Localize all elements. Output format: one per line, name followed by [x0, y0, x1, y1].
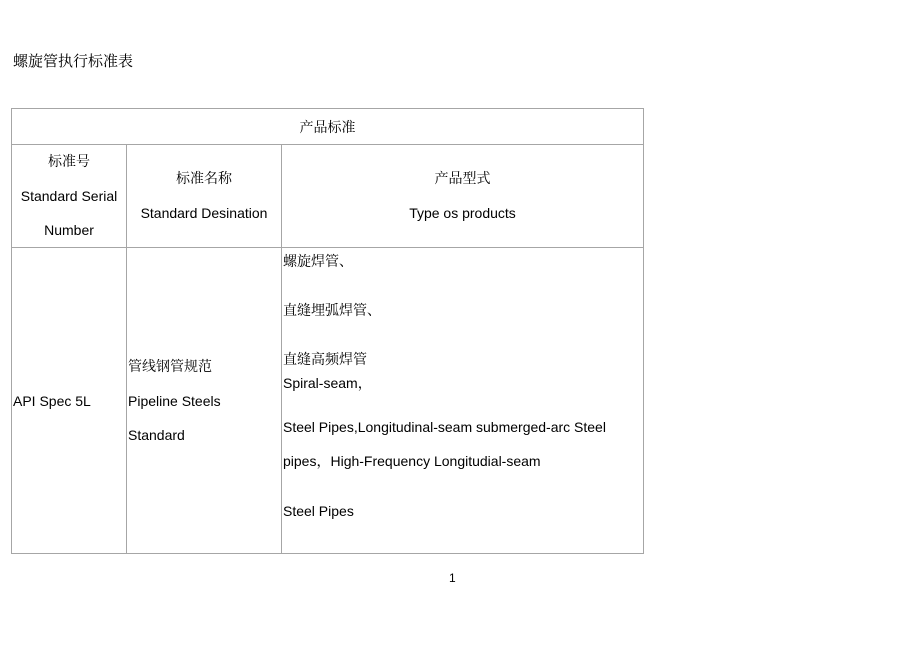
product-en-3: pipes，High-Frequency Longitudial-seam — [283, 453, 541, 469]
name-en-2: Standard — [128, 426, 185, 443]
table-row — [12, 248, 644, 554]
cell-products — [282, 248, 644, 554]
table-caption-row — [12, 109, 644, 145]
header-name — [127, 145, 282, 248]
header-name-en: Standard Desination — [140, 205, 268, 221]
table-header-row — [12, 145, 644, 248]
cell-serial — [12, 248, 127, 554]
header-products — [282, 145, 644, 248]
cell-name — [127, 248, 282, 554]
name-zh: 管线钢管规范 — [128, 358, 212, 375]
header-name-zh: 标准名称 — [176, 171, 232, 187]
product-en-2: Steel Pipes,Longitudinal-seam submerged-arc Steel — [283, 419, 606, 435]
header-serial-en-2: Number — [44, 222, 94, 238]
product-zh-2: 直缝埋弧焊管、 — [283, 303, 381, 319]
document-title: 螺旋管执行标准表 — [13, 52, 134, 70]
product-en-1: Spiral-seam， — [283, 375, 372, 391]
header-serial-zh: 标准号 — [48, 154, 90, 170]
header-serial-en-1: Standard Serial — [20, 188, 118, 204]
page-number: 1 — [449, 571, 456, 585]
product-zh-1: 螺旋焊管、 — [283, 254, 353, 270]
header-products-en: Type os products — [409, 205, 516, 221]
spacer — [283, 478, 643, 494]
table-caption: 产品标准 — [12, 109, 644, 145]
product-en-4: Steel Pipes — [283, 503, 354, 519]
product-zh-3: 直缝高频焊管 — [283, 352, 367, 368]
header-serial — [12, 145, 127, 248]
spacer — [283, 394, 643, 410]
name-en-1: Pipeline Steels — [128, 392, 221, 409]
header-products-zh: 产品型式 — [434, 171, 491, 187]
serial-value: API Spec 5L — [13, 392, 91, 409]
standards-table — [11, 108, 644, 554]
